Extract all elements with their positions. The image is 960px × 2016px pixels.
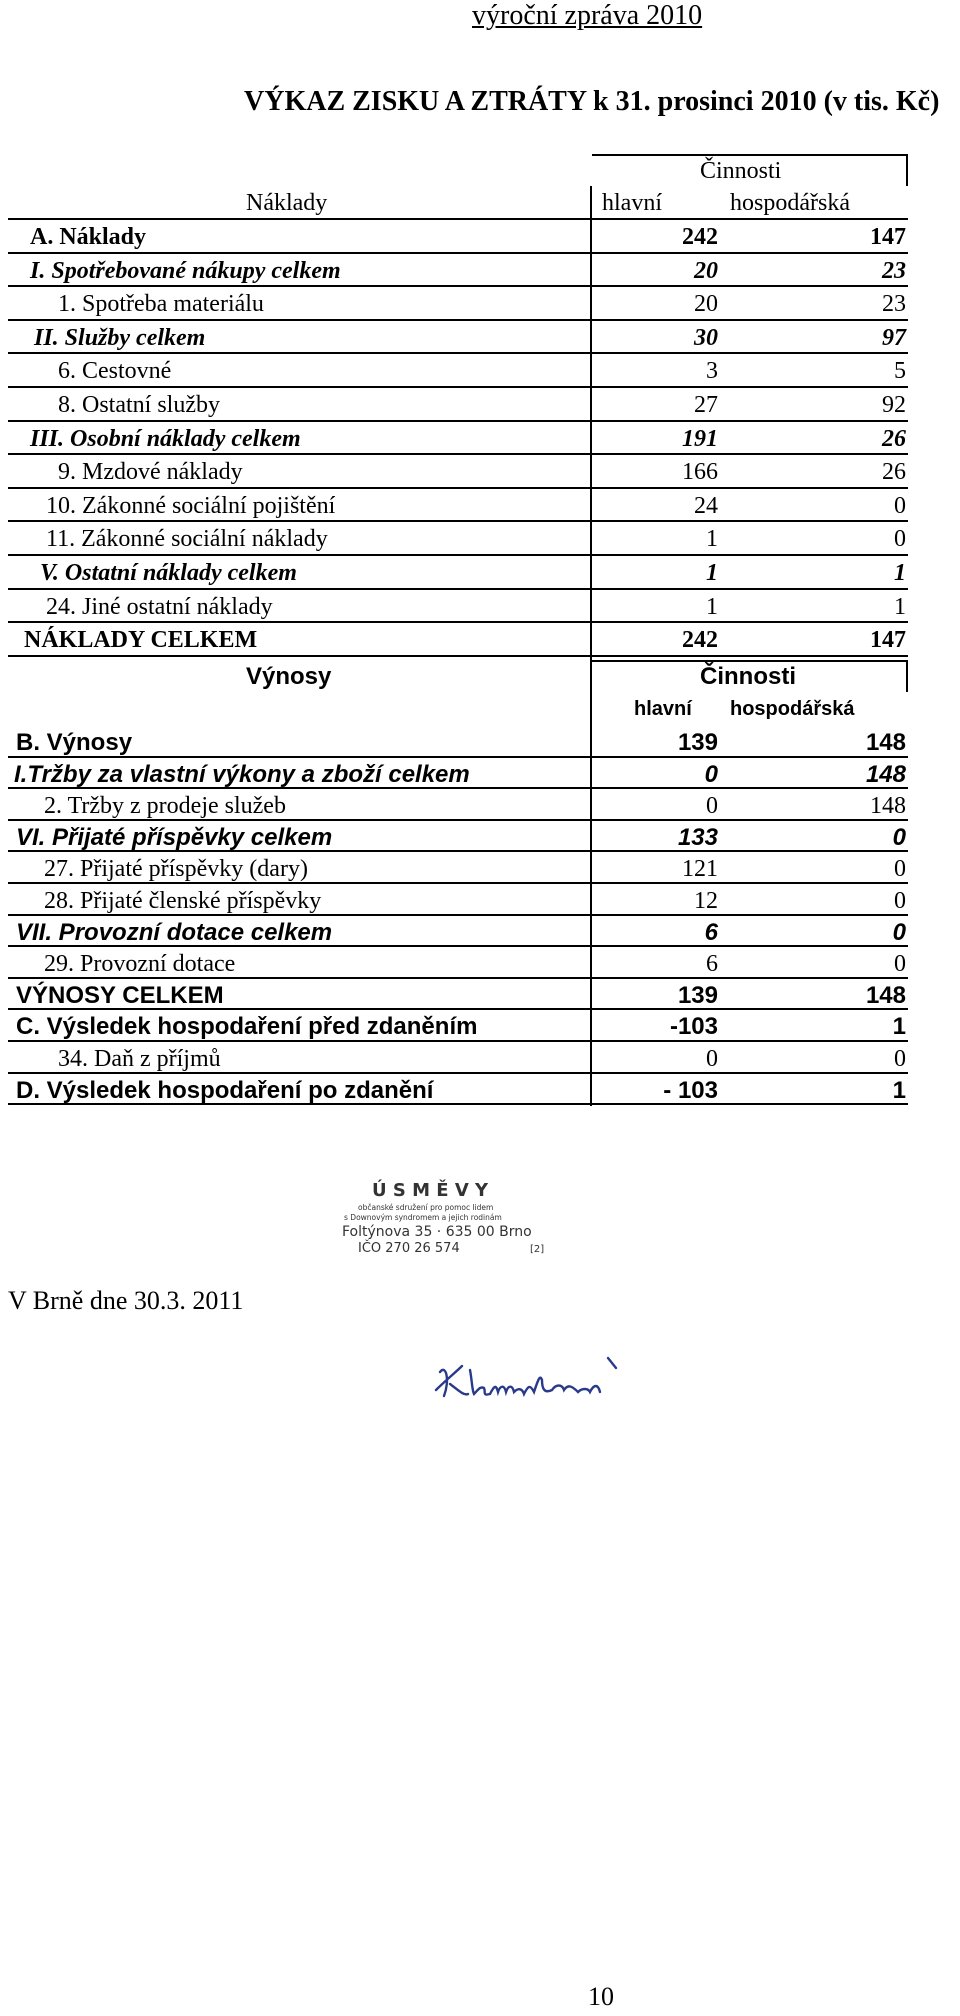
value-hlavni: 1 bbox=[706, 526, 718, 553]
row-label: 24. Jiné ostatní náklady bbox=[46, 593, 273, 620]
costs-col1-header: hlavní bbox=[602, 190, 662, 216]
stamp-line3: s Downovým syndromem a jejich rodinám bbox=[344, 1213, 502, 1222]
value-hlavni: - 103 bbox=[663, 1076, 718, 1104]
row-label: 28. Přijaté členské příspěvky bbox=[44, 888, 322, 914]
stamp-line5: IČO 270 26 574 bbox=[358, 1241, 460, 1256]
row-label: 11. Zákonné sociální náklady bbox=[46, 526, 328, 553]
row-rule bbox=[8, 655, 908, 657]
row-label: VÝNOSY CELKEM bbox=[16, 981, 224, 1009]
value-hlavni: 133 bbox=[677, 823, 718, 851]
table-row bbox=[0, 220, 960, 254]
table-row bbox=[0, 590, 960, 624]
value-hospodarska: 1 bbox=[892, 1076, 906, 1104]
stamp-line2: občanské sdružení pro pomoc lidem bbox=[358, 1203, 494, 1212]
page-number: 10 bbox=[588, 1982, 614, 2011]
row-label: D. Výsledek hospodaření po zdanění bbox=[16, 1076, 434, 1104]
row-label: 6. Cestovné bbox=[58, 358, 172, 385]
stamp-line1: Ú S M Ě V Y bbox=[372, 1180, 489, 1201]
value-hospodarska: 23 bbox=[882, 257, 906, 284]
value-hlavni: 20 bbox=[694, 291, 718, 318]
signature bbox=[432, 1350, 654, 1410]
table-row bbox=[0, 455, 960, 489]
signature-stroke bbox=[436, 1358, 616, 1396]
value-hlavni: 1 bbox=[706, 560, 718, 586]
row-label: III. Osobní náklady celkem bbox=[30, 425, 301, 452]
row-label: VII. Provozní dotace celkem bbox=[16, 918, 333, 946]
table-row bbox=[0, 979, 960, 1013]
stamp-line4: Foltýnova 35 · 635 00 Brno bbox=[342, 1224, 532, 1240]
row-label: B. Výnosy bbox=[16, 729, 133, 756]
value-hospodarska: 148 bbox=[870, 793, 906, 820]
table-row bbox=[0, 321, 960, 355]
value-hospodarska: 148 bbox=[865, 981, 906, 1009]
value-hospodarska: 0 bbox=[894, 526, 906, 553]
page-title: VÝKAZ ZISKU A ZTRÁTY k 31. prosinci 2010 (v tis. Kč) bbox=[244, 86, 940, 117]
value-hospodarska: 26 bbox=[882, 459, 906, 486]
row-label: VI. Přijaté příspěvky celkem bbox=[16, 823, 333, 851]
value-hospodarska: 23 bbox=[882, 291, 906, 318]
value-hospodarska: 0 bbox=[894, 492, 906, 519]
table-row bbox=[0, 623, 960, 657]
row-label: 10. Zákonné sociální pojištění bbox=[46, 492, 336, 519]
value-hlavni: 3 bbox=[706, 358, 718, 385]
value-hlavni: 191 bbox=[682, 425, 718, 452]
revenue-header-box-right-line bbox=[906, 660, 908, 692]
table-row bbox=[0, 1074, 960, 1108]
row-label: 9. Mzdové náklady bbox=[58, 459, 243, 486]
value-hlavni: 12 bbox=[694, 888, 718, 914]
table-row bbox=[0, 821, 960, 855]
value-hospodarska: 0 bbox=[892, 918, 906, 946]
revenue-col2-header: hospodářská bbox=[730, 698, 855, 720]
value-hlavni: 121 bbox=[682, 856, 718, 883]
value-hospodarska: 1 bbox=[892, 1013, 906, 1041]
value-hospodarska: 148 bbox=[865, 729, 906, 756]
table-row bbox=[0, 556, 960, 590]
table-row bbox=[0, 388, 960, 422]
table-row bbox=[0, 254, 960, 288]
value-hlavni: 0 bbox=[706, 793, 718, 820]
value-hlavni: -103 bbox=[669, 1013, 718, 1041]
table-row bbox=[0, 489, 960, 523]
value-hospodarska: 0 bbox=[894, 1046, 906, 1072]
row-label: I.Tržby za vlastní výkony a zboží celkem bbox=[14, 760, 470, 788]
value-hospodarska: 0 bbox=[892, 823, 906, 851]
row-label: 1. Spotřeba materiálu bbox=[58, 291, 264, 318]
value-hospodarska: 0 bbox=[894, 888, 906, 914]
value-hospodarska: 92 bbox=[882, 392, 906, 418]
value-hlavni: 6 bbox=[704, 918, 718, 946]
value-hlavni: 1 bbox=[706, 593, 718, 620]
value-hlavni: 24 bbox=[694, 492, 718, 519]
row-label: C. Výsledek hospodaření před zdaněním bbox=[16, 1013, 478, 1041]
row-label: II. Služby celkem bbox=[34, 324, 206, 351]
value-hlavni: 6 bbox=[706, 951, 718, 978]
value-hospodarska: 147 bbox=[870, 627, 906, 654]
table-row bbox=[0, 1010, 960, 1044]
date-line: V Brně dne 30.3. 2011 bbox=[8, 1286, 244, 1315]
table-row bbox=[0, 852, 960, 886]
value-hlavni: 27 bbox=[694, 392, 718, 418]
value-hlavni: 30 bbox=[694, 324, 718, 351]
row-label: 27. Přijaté příspěvky (dary) bbox=[44, 856, 308, 883]
header-box-right-line bbox=[906, 154, 908, 186]
value-hospodarska: 148 bbox=[865, 760, 906, 788]
revenue-col1-header: hlavní bbox=[634, 698, 692, 720]
value-hospodarska: 0 bbox=[894, 856, 906, 883]
row-label: 34. Daň z příjmů bbox=[58, 1046, 221, 1072]
table-row bbox=[0, 758, 960, 792]
table-row bbox=[0, 422, 960, 456]
table-row bbox=[0, 522, 960, 556]
costs-label-header: Náklady bbox=[246, 190, 328, 216]
stamp-line6: [2] bbox=[530, 1244, 545, 1255]
value-hospodarska: 1 bbox=[894, 560, 906, 586]
table-row bbox=[0, 287, 960, 321]
table-row bbox=[0, 916, 960, 950]
value-hlavni: 166 bbox=[682, 459, 718, 486]
table-row bbox=[0, 1042, 960, 1076]
value-hlavni: 139 bbox=[677, 981, 718, 1009]
table-row bbox=[0, 884, 960, 918]
costs-col2-header: hospodářská bbox=[730, 190, 850, 216]
revenue-label-header: Výnosy bbox=[246, 663, 332, 690]
costs-group-header: Činnosti bbox=[700, 158, 782, 184]
organization-stamp bbox=[338, 1178, 566, 1258]
table-row bbox=[0, 947, 960, 981]
value-hospodarska: 26 bbox=[882, 425, 906, 452]
row-rule bbox=[8, 1103, 908, 1105]
row-label: V. Ostatní náklady celkem bbox=[40, 560, 297, 586]
row-label: 29. Provozní dotace bbox=[44, 951, 236, 978]
column-separator bbox=[590, 186, 592, 1106]
value-hlavni: 0 bbox=[704, 760, 718, 788]
value-hospodarska: 0 bbox=[894, 951, 906, 978]
row-label: 8. Ostatní služby bbox=[58, 392, 220, 418]
table-row bbox=[0, 354, 960, 388]
value-hospodarska: 5 bbox=[894, 358, 906, 385]
row-label: 2. Tržby z prodeje služeb bbox=[44, 793, 286, 820]
value-hospodarska: 1 bbox=[894, 593, 906, 620]
row-label: NÁKLADY CELKEM bbox=[24, 627, 258, 654]
value-hospodarska: 97 bbox=[882, 324, 906, 351]
row-label: A. Náklady bbox=[30, 224, 147, 250]
table-row bbox=[0, 789, 960, 823]
report-header: výroční zpráva 2010 bbox=[472, 0, 703, 31]
value-hlavni: 242 bbox=[682, 224, 718, 250]
table-row bbox=[0, 726, 960, 760]
revenue-group-header: Činnosti bbox=[700, 663, 796, 690]
value-hlavni: 0 bbox=[706, 1046, 718, 1072]
row-label: I. Spotřebované nákupy celkem bbox=[30, 257, 341, 284]
value-hlavni: 139 bbox=[677, 729, 718, 756]
value-hlavni: 242 bbox=[682, 627, 718, 654]
value-hlavni: 20 bbox=[694, 257, 718, 284]
value-hospodarska: 147 bbox=[870, 224, 906, 250]
